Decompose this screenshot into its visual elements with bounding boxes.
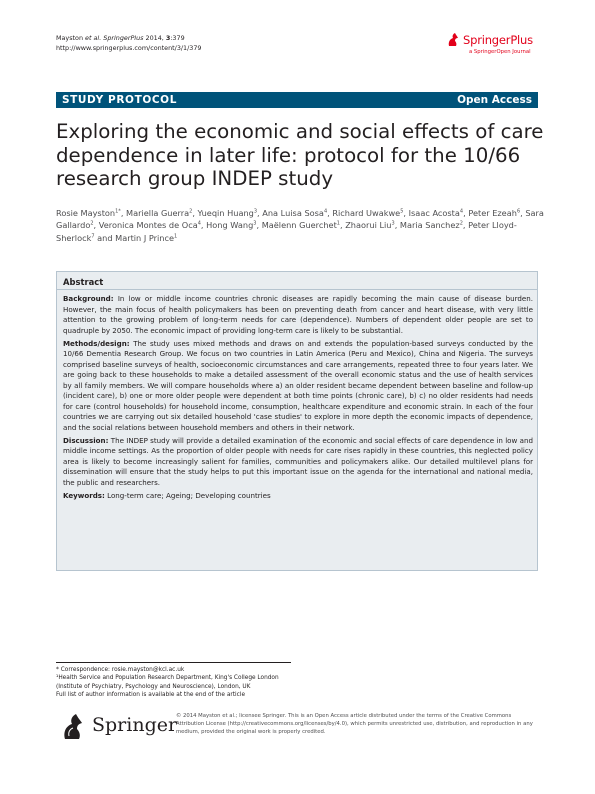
article-title: Exploring the economic and social effects of care dependence in later life: protocol for the 10/66 research group INDEP study (56, 120, 544, 191)
author-name: Peter Ezeah (468, 208, 517, 218)
springer-horse-icon (446, 32, 460, 48)
abstract-discussion: Discussion: The INDEP study will provide a detailed examination of the economic and social effects of care dependence in low and middle income settings. As the proportion of older people with needs for care rises rapidly in these countries, this neglected policy area is likely to become increasingly salient for families, communities and policymakers alike. Our detailed multilevel plans for dissemination will ensure that the study helps to put this important issue on the agenda for the international and national media, the public and researchers. (63, 435, 533, 487)
author-affiliation-mark: 3 (391, 220, 395, 227)
author-affiliation-mark: 7 (91, 233, 95, 240)
abstract-background: Background: In low or middle income countries chronic diseases are rapidly becoming the main cause of disease burden. However, the main focus of health policymakers has been on preventing death from cancer and heart disease, with very little attention to the growing problem of long-term needs for care (dependence). Numbers of dependent older people are set to quadruple by 2050. The economic impact of providing long-term care is likely to be substantial. (63, 294, 533, 335)
abstract-box (56, 271, 538, 571)
author-affiliation-mark: 3 (253, 208, 258, 215)
author-affiliation-mark: 4 (197, 220, 201, 227)
article-type-bar (56, 92, 538, 108)
author-name: Martin J Prince (115, 232, 175, 243)
correspondence-note: * Correspondence: rosie.mayston@kcl.ac.uk (56, 667, 185, 673)
author-affiliation-mark: 1 (336, 220, 340, 227)
author-affiliation-mark: 1* (115, 208, 121, 215)
author-name: Sara Gallardo (56, 208, 544, 231)
author-affiliation-mark: 5 (400, 208, 404, 215)
logo-name: SpringerPlus (463, 33, 533, 47)
abstract-divider (57, 289, 537, 290)
author-name: Maria Sanchez (399, 220, 460, 231)
citation-header (56, 34, 201, 53)
author-name: Maëlenn Guerchet (261, 220, 337, 231)
springer-logo (60, 712, 180, 742)
author-name: Richard Uwakwe (332, 208, 401, 218)
author-name: Isaac Acosta (408, 208, 460, 218)
author-name: Veronica Montes de Oca (98, 220, 198, 231)
author-list: Rosie Mayston$^{1*}$, Mariella Guerra$^2$, Yueqin Huang$^3$, Ana Luisa Sosa$^4$, Richard Uwakwe$^5$, Isaac Acosta$^4$, Peter Ezeah$^6$, Sara Gallardo$^2$, Veronica Montes de Oca$^4$, Hong Wang$^3$, Maëlenn Guerchet$^1$, Zhaorui Liu$^3$, Maria Sanchez$^2$, Peter Lloyd-Sherlock$^7$ and Martin J Prince$^1$ (56, 208, 544, 243)
abstract-keywords: Keywords: Long-term care; Ageing; Developing countries (63, 490, 271, 500)
author-name: Hong Wang (206, 220, 254, 231)
article-url[interactable]: http://www.springerplus.com/content/3/1/379 (56, 43, 202, 52)
author-affiliation-mark: 4 (459, 208, 464, 215)
author-name: Yueqin Huang (197, 208, 254, 218)
springer-horse-icon (60, 712, 86, 742)
footnote-divider (56, 662, 291, 663)
author-affiliation-mark: 1 (174, 233, 178, 240)
author-name: Mariella Guerra (126, 208, 190, 218)
full-list-note: Full list of author information is available at the end of the article (56, 691, 246, 698)
author-affiliation-mark: 4 (323, 208, 328, 215)
logo-tagline: a SpringerOpen Journal (469, 49, 531, 55)
journal-citation: Mayston et al. SpringerPlus 2014, 3:379 (56, 34, 185, 42)
author-name: Ana Luisa Sosa (262, 208, 324, 218)
license-text: © 2014 Mayston et al.; licensee Springer. This is an Open Access article distributed under the terms of the Creative Commons Attribution License (http://creativecommons.org/licenses/by/4.0), which permits unrestricted use, distribution, and reproduction in any medium, provided the original work is properly credited. (176, 713, 533, 735)
abstract-heading: Abstract (63, 277, 104, 287)
author-affiliation-mark: 3 (253, 220, 257, 227)
abstract-methods: Methods/design: The study uses mixed methods and draws on and extends the population-based surveys conducted by the 10/66 Dementia Research Group. We focus on two countries in Latin America (Peru and Mexico), China and Nigeria. The surveys comprised baseline surveys of health, socioeconomic circumstances and care arrangements, repeated three to four years later. We are going back to these households to make a detailed assessment of the overall economic status and the use of health services by all family members. We will compare households where a) an older resident became dependent between baseline and follow-up (incident care), b) one or more older people were dependent at both time points (chronic care), b) c) no older residents had needs for care (control households) for household income, consumption, healthcare expenditure and economic strain. In each of the four countries we are carrying out six detailed household 'case studies' to explore in more depth the economic impacts of dependence, and the social relations between household members and others in their network. (63, 338, 533, 432)
author-name: Peter Lloyd-Sherlock (56, 220, 517, 243)
author-affiliation-mark: 2 (90, 220, 94, 227)
springerplus-logo (446, 30, 542, 60)
footnotes (56, 666, 301, 699)
springer-wordmark: Springer (92, 714, 178, 736)
author-name: Zhaorui Liu (345, 220, 392, 231)
author-affiliation-mark: 6 (516, 208, 521, 215)
author-affiliation-mark: 2 (189, 208, 193, 215)
abstract-body (63, 294, 533, 504)
author-affiliation-mark: 2 (459, 220, 463, 227)
article-type-label: STUDY PROTOCOL (62, 94, 177, 106)
affiliation-note: ¹Health Service and Population Research Department, King's College London (Institute of Psychiatry, Psychology and Neuroscience), London, UK (56, 675, 279, 690)
open-access-label: Open Access (457, 94, 532, 106)
author-name: Rosie Mayston (56, 208, 116, 218)
